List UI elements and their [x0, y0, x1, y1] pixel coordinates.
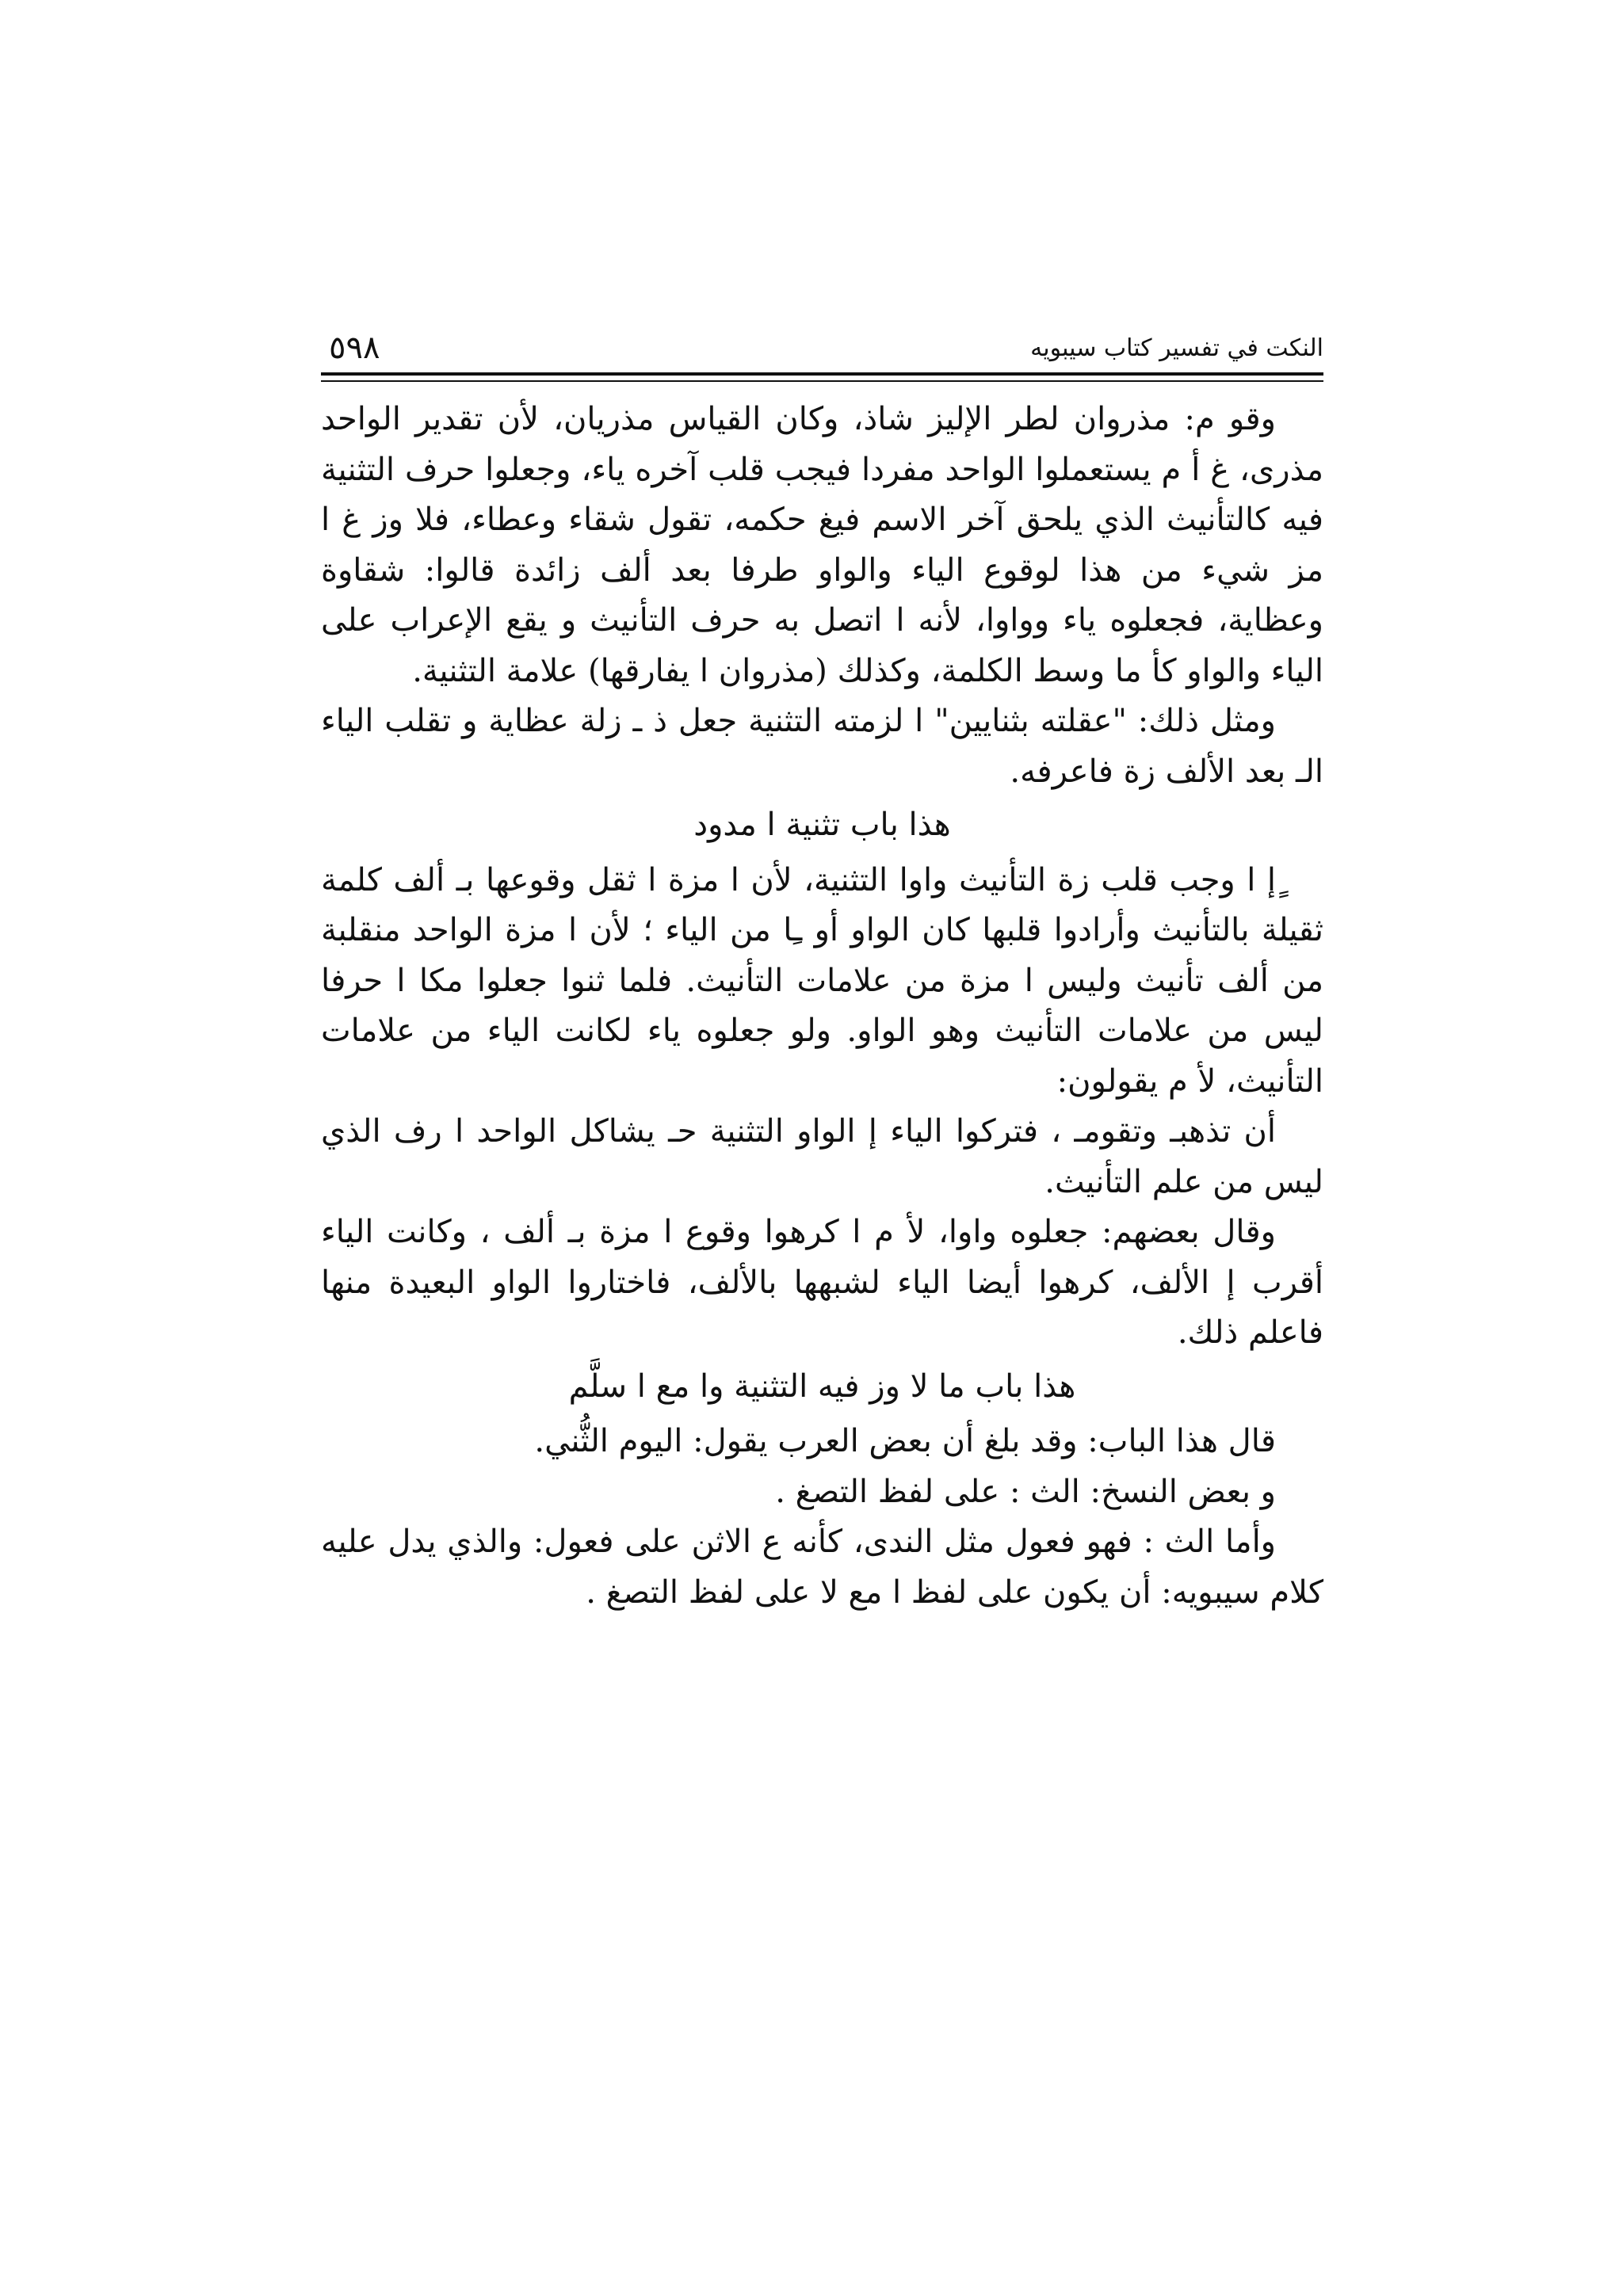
paragraph-3: ٍإ ا وجب قلب زة التأنيث واوا التثنية، لأن ا مزة ا ثقل وقوعها بـ ألف كلمة ثقيلة بالتأنيث وأرادوا قلبها كان الواو أو ـِا من الياء ؛ لأن ا مزة الواحد منقلبة من ألف تأنيث وليس ا مزة من علامات التأنيث. فلما ثنوا جعلوا مكا ا حرفا ليس من علامات التأنيث وهو الواو. ولو جعلوه ياء لكانت الياء من علامات التأنيث، لأ م يقولون: — [321, 861, 1323, 1100]
paragraph-8: وأما الث : فهو فعول مثل الندى، كأنه ع الاثن على فعول: والذي يدل عليه كلام سيبويه: أن يكون على لفظ ا مع لا على لفظ التصغ . — [321, 1524, 1323, 1611]
paragraph-2: ومثل ذلك: "عقلته بثنايين" ا لزمته التثنية جعل ذ ـ زلة عظاية و تقلب الياء الـ بعد الألف زة فاعرفه. — [321, 703, 1323, 790]
book-title: النكت في تفسير كتاب سيبويه — [1030, 334, 1323, 362]
header-rule-thick — [321, 372, 1323, 376]
header-rule-thin — [321, 380, 1323, 382]
page-number: ٥٩٨ — [329, 330, 380, 366]
paragraph-5: وقال بعضهم: جعلوه واوا، لأ م ا كرهوا وقوع ا مزة بـ ألف ، وكانت الياء أقرب إ الألف، كرهوا أيضا الياء لشبهها بالألف، فاختاروا الواو البعيدة منها فاعلم ذلك. — [321, 1214, 1323, 1351]
paragraph-1: وقو م: مذروان لطر الإليز شاذ، وكان القياس مذريان، لأن تقدير الواحد مذرى، غ أ م يستعملوا الواحد مفردا فيجب قلب آخره ياء، وجعلوا حرف التثنية فيه كالتأنيث الذي يلحق آخر الاسم فيغ حكمه، تقول شقاء وعطاء، فلا وز غ ا مز شيء من هذا لوقوع الياء والواو طرفا بعد ألف زائدة قالوا: شقاوة وعظاية، فجعلوه ياء وواوا، لأنه ا اتصل به حرف التأنيث و يقع الإعراب على الياء والواو كأ ما وسط الكلمة، وكذلك (مذروان ا يفارقها) علامة التثنية. — [321, 401, 1323, 689]
running-header — [321, 330, 1323, 372]
page-body — [321, 395, 1323, 1618]
paragraph-4: أن تذهبـ وتقومـ ، فتركوا الياء إ الواو التثنية حـ يشاكل الواحد ا رف الذي ليس من علم التأنيث. — [321, 1113, 1323, 1200]
section-heading-2: هذا باب ما لا وز فيه التثنية وا مع ا سلَّم — [568, 1367, 1076, 1405]
paragraph-6: قال هذا الباب: وقد بلغ أن بعض العرب يقول: اليوم الثُّني. — [534, 1423, 1276, 1459]
section-heading-1: هذا باب تثنية ا مدود — [693, 807, 951, 843]
paragraph-7: و بعض النسخ: الث : على لفظ التصغ . — [775, 1473, 1276, 1510]
